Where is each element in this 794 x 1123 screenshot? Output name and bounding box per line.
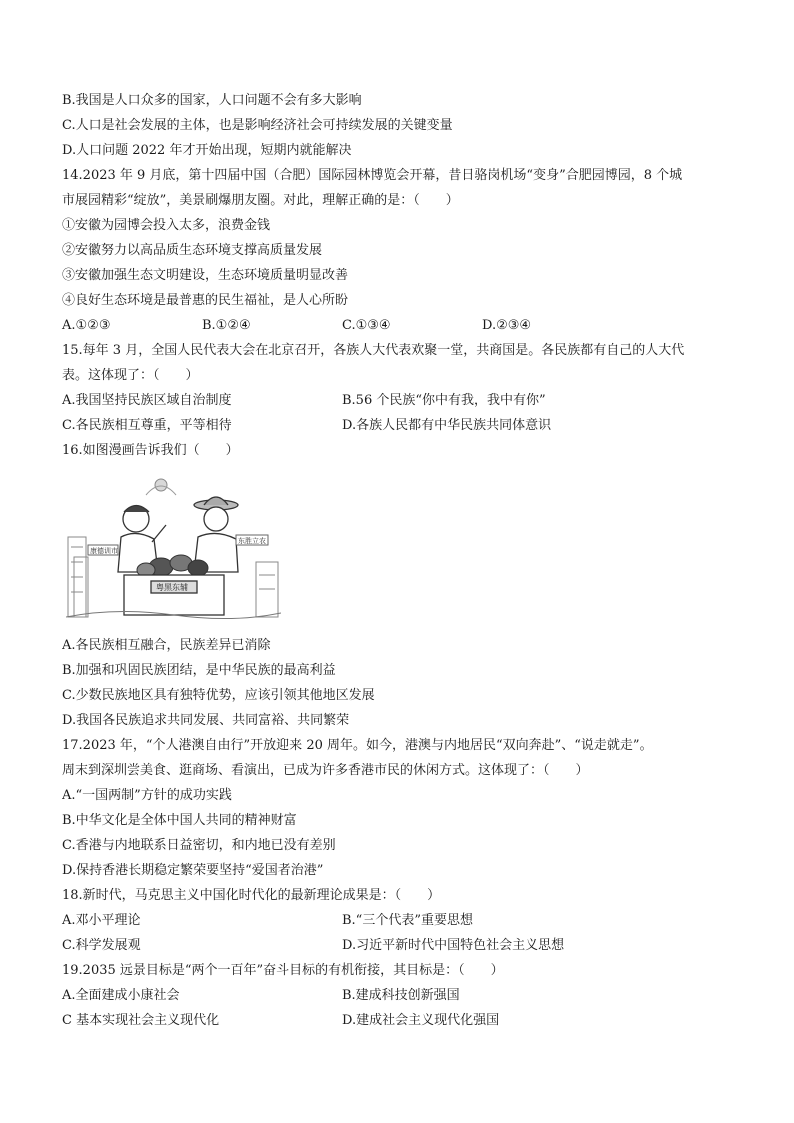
q19-option-a: A.全面建成小康社会 <box>62 988 180 1003</box>
q18-option-c: C.科学发展观 <box>62 938 141 953</box>
q15-option-c: C.各民族相互尊重，平等相待 <box>62 418 232 433</box>
q16-option-d: D.我国各民族追求共同发展、共同富裕、共同繁荣 <box>62 713 350 728</box>
q18-options-row-2 <box>62 933 742 958</box>
cartoon-left-sign: 康德训市 <box>90 547 118 555</box>
q17-option-a: A.“一国两制”方针的成功实践 <box>62 788 232 803</box>
q13-option-b: B.我国是人口众多的国家，人口问题不会有多大影响 <box>62 93 362 108</box>
q15-stem-line-1: 15.每年 3 月，全国人民代表大会在北京召开，各族人大代表欢聚一堂，共商国是。各民族都有自己的人大代 <box>62 343 685 358</box>
q14-stem-line-2: 市展园精彩“绽放”，美景刷爆朋友圈。对此，理解正确的是：（ ） <box>62 193 459 208</box>
cartoon-right-sign: 东胜立农 <box>238 537 266 545</box>
q14-item-2: ②安徽努力以高品质生态环境支撑高质量发展 <box>62 243 323 258</box>
q16-option-a: A.各民族相互融合，民族差异已消除 <box>62 638 271 653</box>
q17-option-d: D.保持香港长期稳定繁荣要坚持“爱国者治港” <box>62 863 324 878</box>
q14-item-4: ④良好生态环境是最普惠的民生福祉，是人心所盼 <box>62 293 349 308</box>
q15-stem-line-2: 表。这体现了：（ ） <box>62 368 199 383</box>
q18-options-row-1 <box>62 908 742 933</box>
cartoon-illustration <box>66 467 281 627</box>
q15-options-row-2 <box>62 413 742 438</box>
q14-item-3: ③安徽加强生态文明建设，生态环境质量明显改善 <box>62 268 349 283</box>
q13-option-d: D.人口问题 2022 年才开始出现，短期内就能解决 <box>62 143 352 158</box>
q15-options-row-1 <box>62 388 742 413</box>
q18-option-a: A.邓小平理论 <box>62 913 141 928</box>
q19-options-row-1 <box>62 983 742 1008</box>
q17-stem-line-1: 17.2023 年，“个人港澳自由行”开放迎来 20 周年。如今，港澳与内地居民“双向奔赴”、“说走就走”。 <box>62 738 653 753</box>
q16-cartoon <box>66 467 281 627</box>
q17-option-b: B.中华文化是全体中国人共同的精神财富 <box>62 813 297 828</box>
q17-option-c: C.香港与内地联系日益密切，和内地已没有差别 <box>62 838 336 853</box>
q18-option-d: D.习近平新时代中国特色社会主义思想 <box>342 938 565 953</box>
q19-option-c: C 基本实现社会主义现代化 <box>62 1013 220 1028</box>
q18-stem: 18.新时代，马克思主义中国化时代化的最新理论成果是：（ ） <box>62 888 441 903</box>
q14-options <box>62 313 742 338</box>
q14-stem-line-1: 14.2023 年 9 月底，第十四届中国（合肥）国际园林博览会开幕，昔日骆岗机场“变身”合肥园博园，8 个城 <box>62 168 683 183</box>
q14-option-c: C.①③④ <box>342 318 391 333</box>
q14-option-b: B.①②④ <box>202 318 251 333</box>
q19-options-row-2 <box>62 1008 742 1033</box>
q13-option-c: C.人口是社会发展的主体，也是影响经济社会可持续发展的关键变量 <box>62 118 453 133</box>
q14-item-1: ①安徽为园博会投入太多，浪费金钱 <box>62 218 271 233</box>
q18-option-b: B.“三个代表”重要思想 <box>342 913 473 928</box>
q15-option-a: A.我国坚持民族区域自治制度 <box>62 393 232 408</box>
exam-page <box>62 88 742 1033</box>
q16-option-c: C.少数民族地区具有独特优势，应该引领其他地区发展 <box>62 688 375 703</box>
q19-stem: 19.2035 远景目标是“两个一百年”奋斗目标的有机衔接，其目标是：（ ） <box>62 963 504 978</box>
q14-option-d: D.②③④ <box>482 318 532 333</box>
q17-stem-line-2: 周末到深圳尝美食、逛商场、看演出，已成为许多香港市民的休闲方式。这体现了：（ ） <box>62 763 589 778</box>
q15-option-d: D.各族人民都有中华民族共同体意识 <box>342 418 552 433</box>
q16-stem: 16.如图漫画告诉我们（ ） <box>62 443 239 458</box>
q19-option-d: D.建成社会主义现代化强国 <box>342 1013 500 1028</box>
q19-option-b: B.建成科技创新强国 <box>342 988 460 1003</box>
q14-option-a: A.①②③ <box>62 318 111 333</box>
q15-option-b: B.56 个民族“你中有我，我中有你” <box>342 393 546 408</box>
q16-option-b: B.加强和巩固民族团结，是中华民族的最高利益 <box>62 663 336 678</box>
cartoon-base-label: 粤黑东辅 <box>156 583 188 592</box>
